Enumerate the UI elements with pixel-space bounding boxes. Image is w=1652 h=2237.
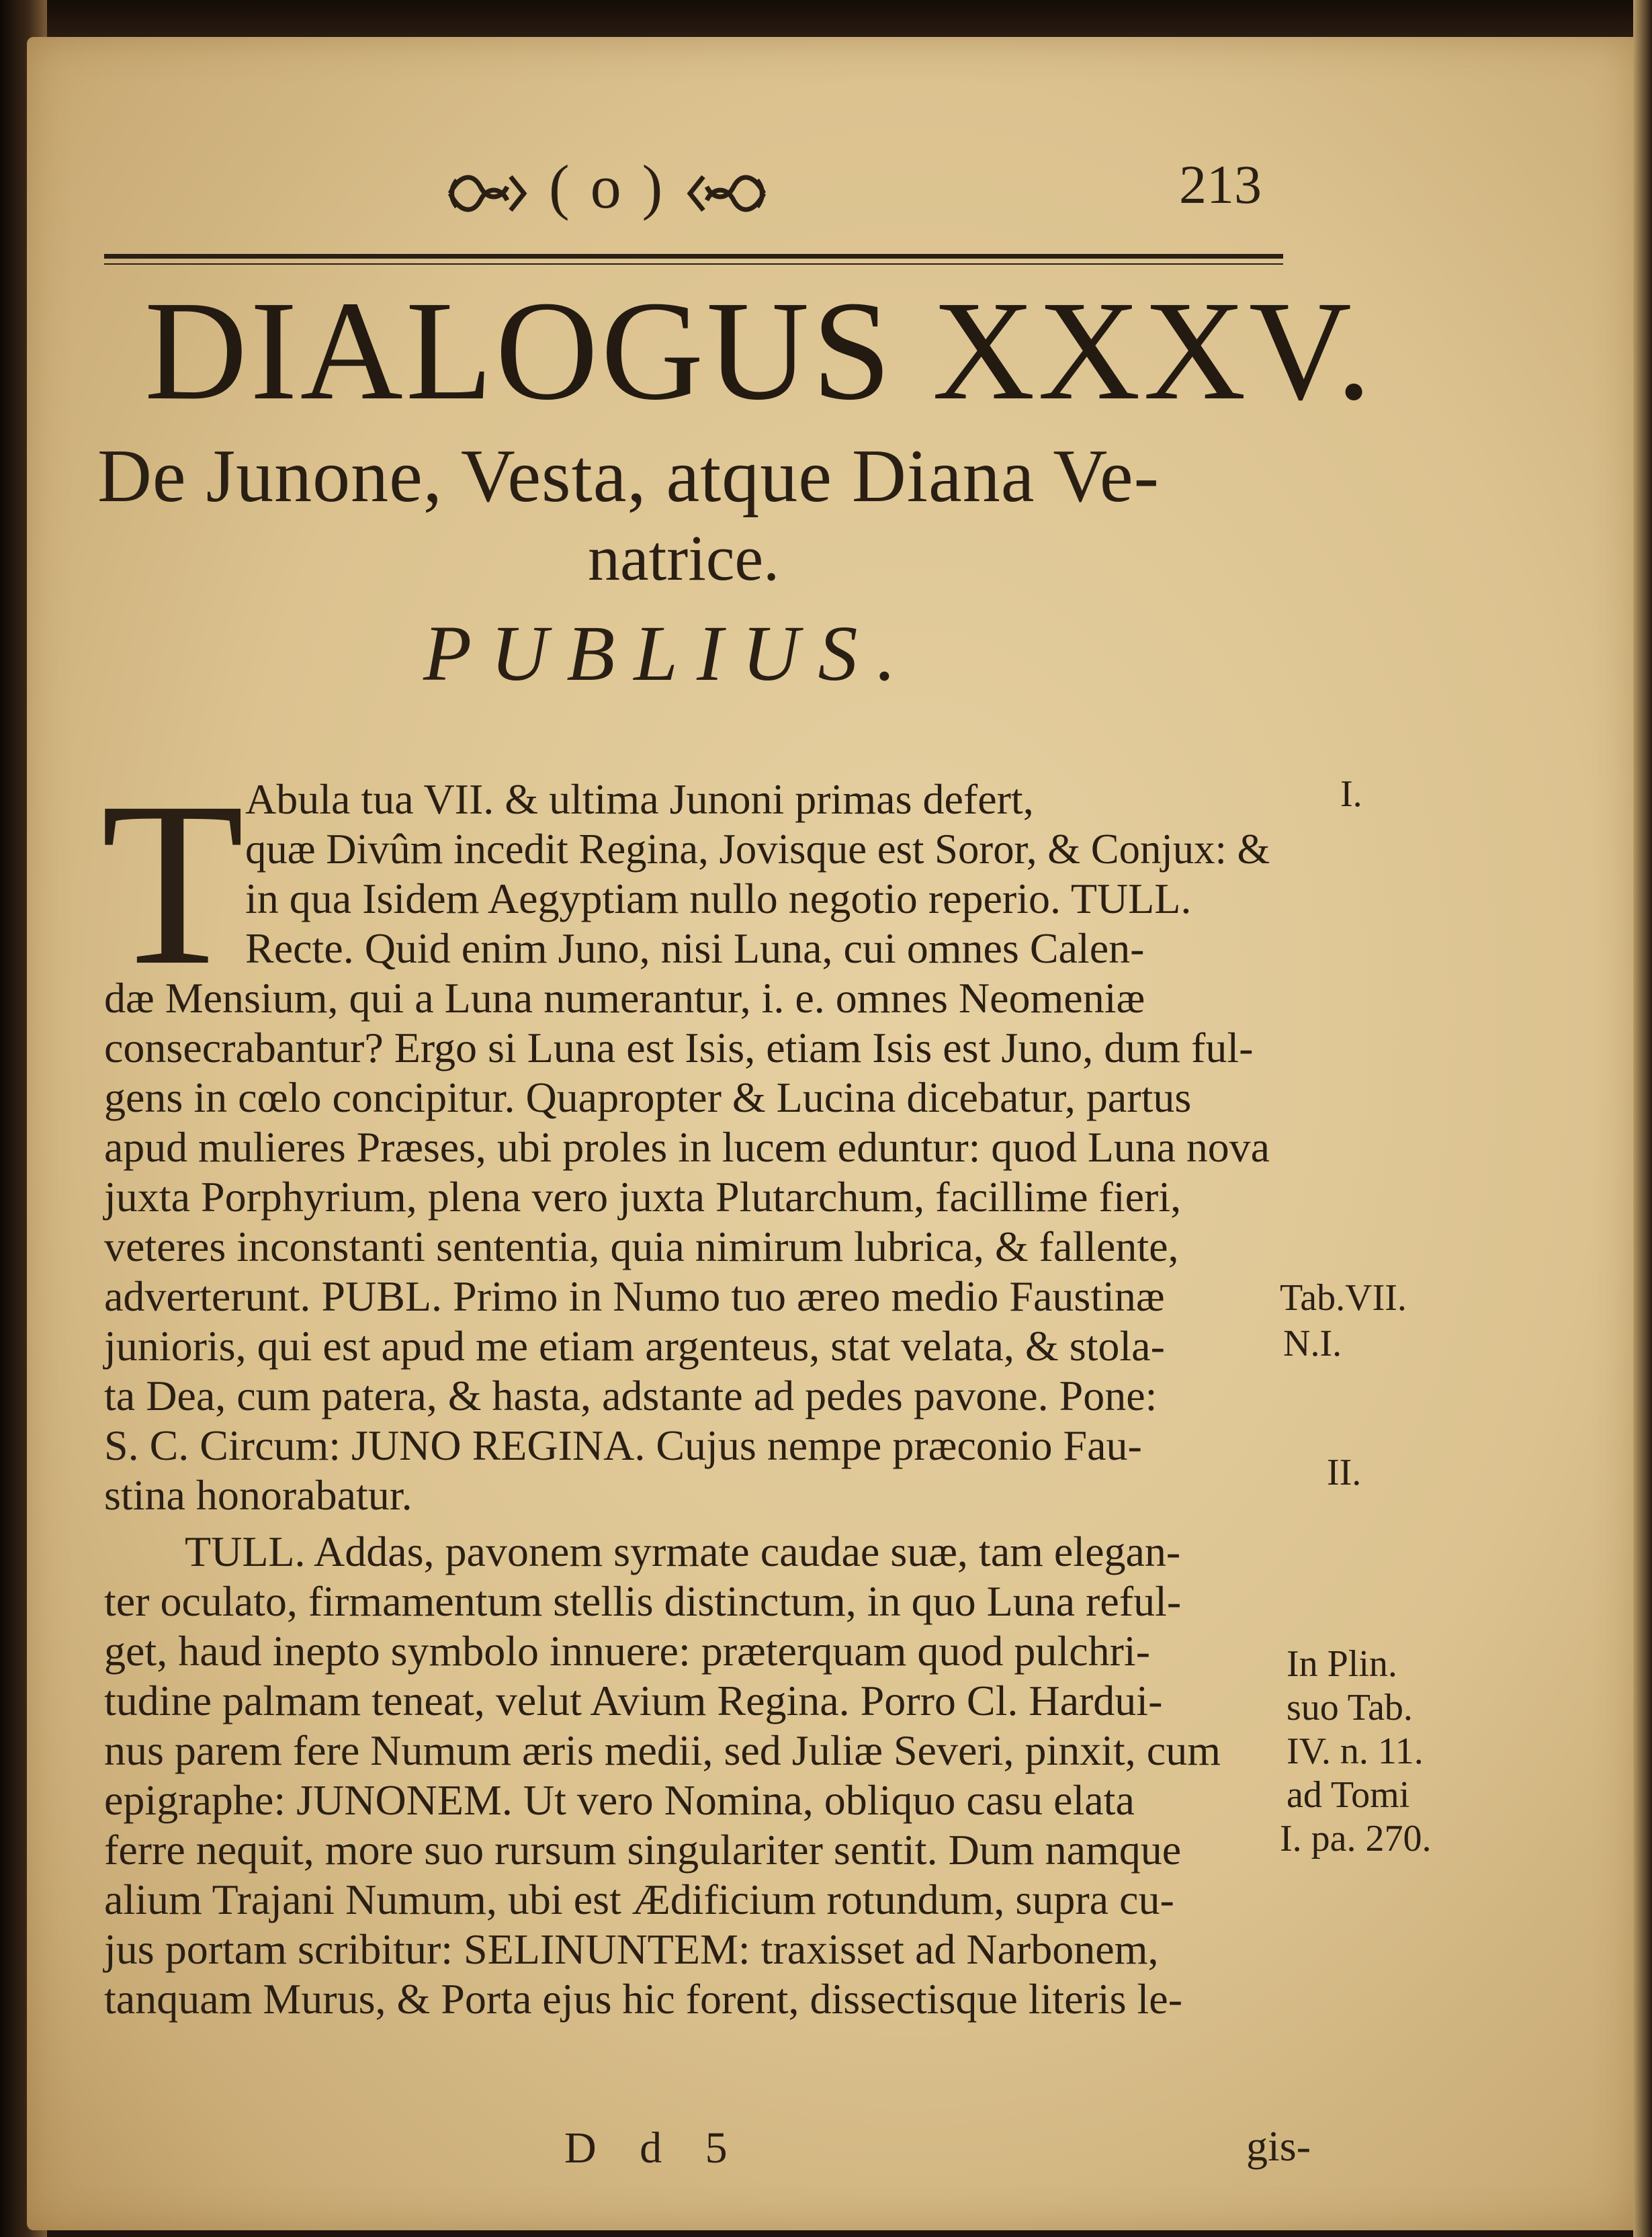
margin-note: suo Tab. — [1287, 1687, 1413, 1728]
body-line: ter oculato, firmamentum stellis distinctum, in quo Luna reful- — [104, 1577, 1182, 1625]
page-number: 213 — [1179, 154, 1262, 215]
left-ornament-icon — [443, 170, 531, 217]
body-line: ferre nequit, more suo rursum singulariter sentit. Dum namque — [104, 1826, 1182, 1874]
running-head-text: ( o ) — [549, 152, 666, 221]
body-line: stina honorabatur. — [104, 1471, 412, 1519]
body-line: in qua Isidem Aegyptiam nullo negotio reperio. TULL. — [245, 875, 1192, 922]
body-line: apud mulieres Præses, ubi proles in lucem eduntur: quod Luna nova — [104, 1123, 1270, 1171]
body-line: jus portam scribitur: SELINUNTEM: traxisset ad Narbonem, — [104, 1925, 1159, 1973]
body-line: tanquam Murus, & Porta ejus hic forent, dissectisque literis le- — [104, 1975, 1182, 2023]
body-line: S. C. Circum: JUNO REGINA. Cujus nempe præconio Fau- — [104, 1421, 1142, 1469]
body-line: quæ Divûm incedit Regina, Jovisque est Soror, & Conjux: & — [245, 825, 1270, 873]
body-line: Abula tua VII. & ultima Junoni primas defert, — [245, 775, 1034, 823]
body-line: gens in cœlo concipitur. Quapropter & Lucina dicebatur, partus — [104, 1073, 1192, 1121]
margin-note: IV. n. 11. — [1287, 1730, 1424, 1772]
body-line: Recte. Quid enim Juno, nisi Luna, cui omnes Calen- — [245, 924, 1145, 972]
page-edge — [1633, 0, 1652, 2237]
body-line: juxta Porphyrium, plena vero juxta Plutarchum, facillime fieri, — [104, 1173, 1182, 1221]
margin-note: I. pa. 270. — [1280, 1818, 1432, 1859]
speaker-heading: PUBLIUS. — [423, 609, 916, 697]
header-rule — [104, 254, 1283, 259]
margin-note: Tab.VII. — [1280, 1277, 1407, 1319]
subtitle-line-1: De Junone, Vesta, atque Diana Ve- — [97, 435, 1160, 518]
body-line: junioris, qui est apud me etiam argenteus, stat velata, & stola- — [104, 1322, 1165, 1370]
running-head — [443, 151, 771, 222]
chapter-title: DIALOGUS XXXV. — [144, 271, 1375, 429]
subtitle-line-2: natrice. — [588, 522, 780, 594]
header-rule-thin — [104, 263, 1283, 265]
margin-note: N.I. — [1283, 1323, 1342, 1364]
body-line: adverterunt. PUBL. Primo in Numo tuo æreo medio Faustinæ — [104, 1272, 1165, 1320]
right-ornament-icon — [683, 170, 771, 217]
body-line: epigraphe: JUNONEM. Ut vero Nomina, obliquo casu elata — [104, 1776, 1135, 1824]
body-line: get, haud inepto symbolo innuere: præterquam quod pulchri- — [104, 1627, 1150, 1675]
body-line: tudine palmam teneat, velut Avium Regina. Porro Cl. Hardui- — [104, 1677, 1163, 1724]
scan-top-background — [0, 0, 1652, 40]
body-line: veteres inconstanti sententia, quia nimirum lubrica, & fallente, — [104, 1223, 1179, 1270]
margin-note: ad Tomi — [1287, 1774, 1410, 1816]
margin-note: I. — [1340, 773, 1362, 815]
body-line: consecrabantur? Ergo si Luna est Isis, etiam Isis est Juno, dum ful- — [104, 1024, 1254, 1071]
signature-mark: D d 5 — [564, 2123, 744, 2173]
margin-note: II. — [1327, 1452, 1362, 1493]
body-line: TULL. Addas, pavonem syrmate caudae suæ, tam elegan- — [185, 1528, 1181, 1575]
catchword: gis- — [1246, 2122, 1311, 2170]
drop-cap: T — [101, 753, 245, 1014]
body-line: nus parem fere Numum æris medii, sed Juliæ Severi, pinxit, cum — [104, 1726, 1221, 1774]
margin-note: In Plin. — [1287, 1643, 1397, 1685]
body-line: alium Trajani Numum, ubi est Ædificium rotundum, supra cu- — [104, 1876, 1174, 1923]
body-line: dæ Mensium, qui a Luna numerantur, i. e. omnes Neomeniæ — [104, 974, 1145, 1022]
body-line: ta Dea, cum patera, & hasta, adstante ad pedes pavone. Pone: — [104, 1372, 1158, 1419]
